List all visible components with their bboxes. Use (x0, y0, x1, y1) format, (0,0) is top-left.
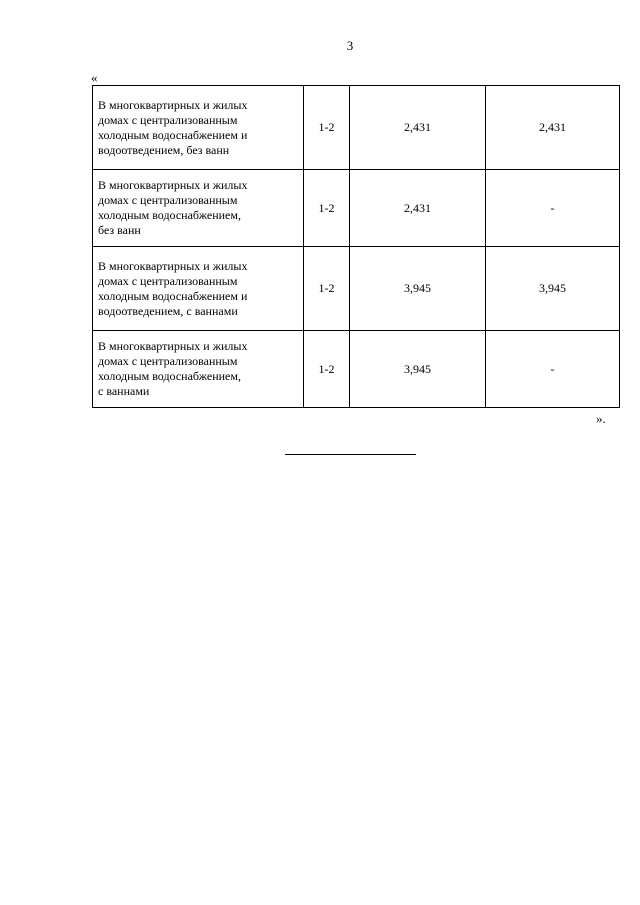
description-line: домах с централизованным (98, 193, 238, 207)
row-description-cell (93, 86, 304, 170)
description-line: холодным водоснабжением, (98, 208, 241, 222)
closing-quote-mark: ». (596, 411, 606, 426)
floors-cell: 1-2 (304, 170, 350, 247)
consumption-norms-table (92, 85, 620, 408)
document-end-rule (285, 454, 416, 455)
opening-quote-mark: « (91, 70, 98, 85)
description-line: водоотведением, без ванн (98, 142, 230, 157)
description-line: В многоквартирных и жилых (98, 339, 248, 353)
description-line: домах с централизованным (98, 273, 238, 288)
description-line: домах с централизованным (98, 112, 238, 127)
table-row (93, 331, 620, 408)
norm-value-cell-2: 3,945 (486, 247, 620, 331)
norm-value-cell-2: - (486, 170, 620, 247)
description-line: водоотведением, с ваннами (98, 303, 238, 318)
description-line: холодным водоснабжением и (98, 127, 248, 142)
description-line: холодным водоснабжением, (98, 369, 241, 383)
floors-cell: 1-2 (304, 331, 350, 408)
norm-value-cell-1: 3,945 (350, 247, 486, 331)
norm-value-cell-2: 2,431 (486, 86, 620, 170)
row-description-cell (93, 331, 304, 408)
description-line: домах с централизованным (98, 354, 238, 368)
description-line: В многоквартирных и жилых (98, 97, 248, 112)
table-row (93, 170, 620, 247)
description-line: без ванн (98, 223, 141, 237)
page-number: 3 (346, 38, 354, 53)
norm-value-cell-1: 2,431 (350, 170, 486, 247)
norm-value-cell-2: - (486, 331, 620, 408)
description-line: В многоквартирных и жилых (98, 178, 248, 192)
table-row (93, 86, 620, 170)
floors-cell: 1-2 (304, 247, 350, 331)
norm-value-cell-1: 3,945 (350, 331, 486, 408)
row-description-cell (93, 247, 304, 331)
row-description-cell (93, 170, 304, 247)
description-line: с ваннами (98, 384, 150, 398)
norm-value-cell-1: 2,431 (350, 86, 486, 170)
description-line: холодным водоснабжением и (98, 288, 248, 303)
table-row (93, 247, 620, 331)
description-line: В многоквартирных и жилых (98, 258, 248, 273)
floors-cell: 1-2 (304, 86, 350, 170)
